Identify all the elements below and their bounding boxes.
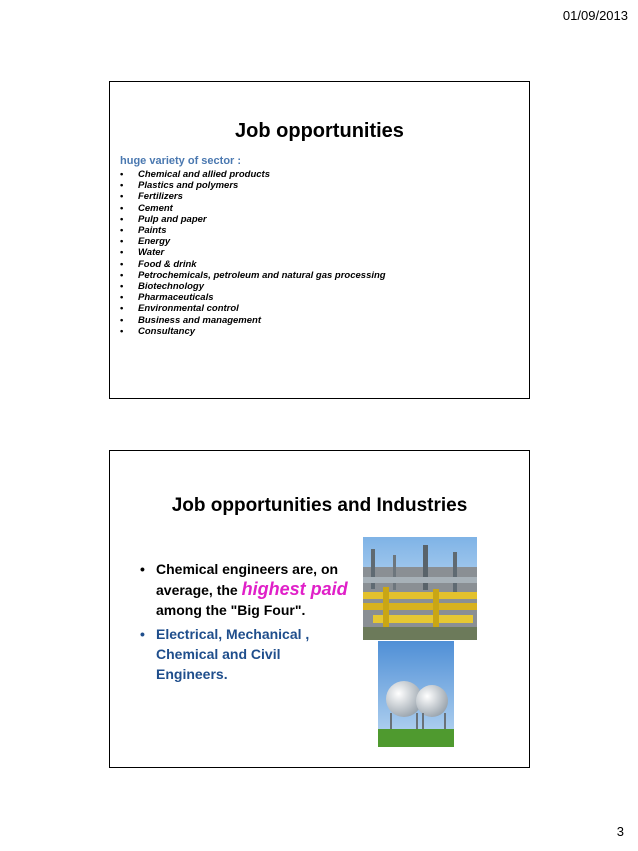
- spherical-storage-tanks-photo: [378, 641, 454, 747]
- industrial-pipelines-photo: [363, 537, 477, 640]
- list-item: • Energy: [120, 236, 386, 247]
- slide-job-opportunities-industries: [109, 450, 530, 768]
- list-item: • Plastics and polymers: [120, 180, 386, 191]
- list-item: • Business and management: [120, 315, 386, 326]
- sector-list: [120, 169, 386, 337]
- list-item: • Paints: [120, 225, 386, 236]
- slide-job-opportunities: [109, 81, 530, 399]
- list-item: • Water: [120, 247, 386, 258]
- list-item: • Pulp and paper: [120, 214, 386, 225]
- list-item: • Petrochemicals, petroleum and natural gas processing: [120, 270, 386, 281]
- bullet-big-four: • Electrical, Mechanical , Chemical and Civil Engineers.: [138, 624, 348, 684]
- slide1-subtitle: huge variety of sector :: [120, 155, 242, 167]
- list-item: • Pharmaceuticals: [120, 292, 386, 303]
- list-item: • Food & drink: [120, 259, 386, 270]
- header-date: 01/09/2013: [562, 8, 628, 23]
- list-item: • Fertilizers: [120, 191, 386, 202]
- slide2-title: Job opportunities and Industries: [171, 495, 468, 516]
- page-number: 3: [616, 824, 624, 839]
- slide1-title: Job opportunities: [235, 120, 404, 142]
- slide2-bullets: [138, 559, 348, 684]
- list-item: • Cement: [120, 203, 386, 214]
- bullet-highest-paid: [138, 559, 348, 620]
- bullet-text: Chemical engineers are, on average, the: [156, 561, 339, 598]
- bullet-text: among the "Big Four".: [156, 602, 306, 618]
- list-item: • Chemical and allied products: [120, 169, 386, 180]
- list-item: • Biotechnology: [120, 281, 386, 292]
- list-item: • Consultancy: [120, 326, 386, 337]
- list-item: • Environmental control: [120, 303, 386, 314]
- highlight-text: highest paid: [241, 579, 348, 599]
